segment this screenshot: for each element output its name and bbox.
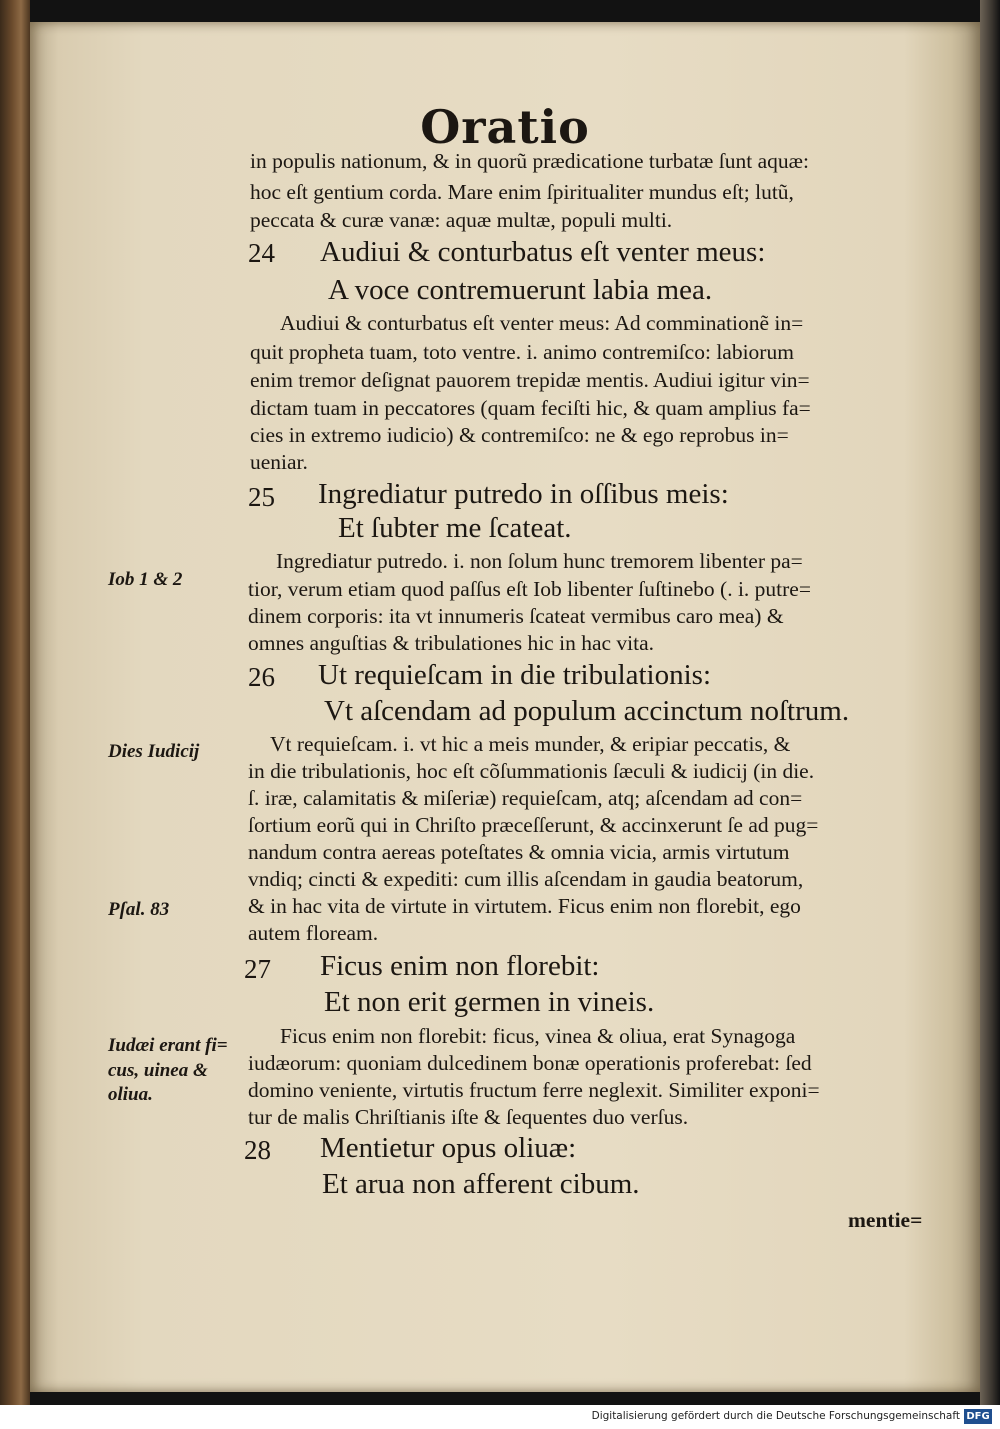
- margin-note: Iudæi erant fi=: [108, 1035, 228, 1056]
- margin-note: Iob 1 & 2: [108, 569, 183, 590]
- footer-credit: Digitalisierung gefördert durch die Deutsche Forschungsgemeinschaft: [591, 1410, 960, 1422]
- commentary-line: ſortium eorũ qui in Chriſto præceſſerunt, & accinxerunt ſe ad pug=: [248, 813, 819, 837]
- commentary-line: tior, verum etiam quod paſſus eſt Iob libenter ſuſtinebo (. i. putre=: [248, 577, 811, 601]
- commentary-line: in die tribulationis, hoc eſt cõſummationis ſæculi & iudicij (in die.: [248, 759, 815, 783]
- commentary-line: Audiui & conturbatus eſt venter meus: Ad comminationẽ in=: [280, 311, 804, 335]
- commentary-line: nandum contra aereas poteſtates & omnia vicia, armis virtutum: [248, 840, 790, 864]
- verse-line: Et ſubter me ſcateat.: [338, 512, 572, 544]
- dfg-logo: DFG: [964, 1409, 992, 1424]
- commentary-line: omnes anguſtias & tribulationes hic in hac vita.: [248, 631, 655, 655]
- verse-number: 28: [244, 1135, 271, 1165]
- commentary-line: quit propheta tuam, toto ventre. i. animo contremiſco: labiorum: [250, 340, 794, 364]
- margin-note: Dies Iudicij: [108, 741, 200, 762]
- page-title: Oratio: [420, 100, 590, 154]
- margin-note: Pſal. 83: [108, 899, 170, 920]
- commentary-line: in populis nationum, & in quorũ prædicatione turbatæ ſunt aquæ:: [250, 149, 809, 173]
- commentary-line: Ficus enim non florebit: ficus, vinea & oliua, erat Synagoga: [280, 1024, 796, 1048]
- commentary-line: vndiq; cincti & expediti: cum illis aſcendam in gaudia beatorum,: [248, 867, 804, 891]
- verse-line: Audiui & conturbatus eſt venter meus:: [320, 236, 766, 268]
- verse-line: Et non erit germen in vineis.: [324, 986, 655, 1018]
- verse-number: 26: [248, 662, 275, 692]
- verse-line: Mentietur opus oliuæ:: [320, 1132, 577, 1164]
- commentary-line: Vt requieſcam. i. vt hic a meis munder, & eripiar peccatis, &: [270, 732, 791, 756]
- verse-line: Vt aſcendam ad populum accinctum noſtrum.: [324, 695, 850, 727]
- commentary-line: peccata & curæ vanæ: aquæ multæ, populi multi.: [250, 208, 673, 232]
- commentary-line: tur de malis Chriſtianis iſte & ſequentes duo verſus.: [248, 1105, 689, 1129]
- verse-line: Et arua non afferent cibum.: [322, 1168, 640, 1200]
- commentary-line: dictam tuam in peccatores (quam feciſti hic, & quam amplius fa=: [250, 396, 811, 420]
- margin-note: oliua.: [108, 1084, 153, 1105]
- catchword: mentie=: [848, 1208, 923, 1232]
- verse-number: 27: [244, 954, 271, 984]
- commentary-line: cies in extremo iudicio) & contremiſco: ne & ego reprobus in=: [250, 423, 789, 447]
- margin-note: cus, uinea &: [108, 1060, 208, 1081]
- commentary-line: dinem corporis: ita vt innumeris ſcateat vermibus caro mea) &: [248, 604, 784, 628]
- commentary-line: enim tremor deſignat pauorem trepidæ mentis. Audiui igitur vin=: [250, 368, 810, 392]
- commentary-line: ſ. iræ, calamitatis & miſeriæ) requieſcam, atq; aſcendam ad con=: [248, 786, 803, 810]
- commentary-line: & in hac vita de virtute in virtutem. Ficus enim non florebit, ego: [248, 894, 801, 918]
- commentary-line: domino veniente, virtutis fructum ferre neglexit. Similiter exponi=: [248, 1078, 820, 1102]
- commentary-line: hoc eſt gentium corda. Mare enim ſpiritualiter mundus eſt; lutũ,: [250, 180, 794, 204]
- commentary-line: autem floream.: [248, 921, 379, 945]
- verse-line: Ficus enim non florebit:: [320, 950, 600, 982]
- verse-line: Ut requieſcam in die tribulationis:: [318, 659, 712, 691]
- verse-line: A voce contremuerunt labia mea.: [328, 274, 713, 306]
- commentary-line: ueniar.: [250, 450, 308, 474]
- verse-line: Ingrediatur putredo in oſſibus meis:: [318, 478, 729, 510]
- verse-number: 25: [248, 482, 275, 512]
- book-page: [30, 22, 980, 1392]
- footer-bar: [0, 1405, 1000, 1429]
- page-edge: [980, 0, 1000, 1405]
- verse-number: 24: [248, 238, 275, 268]
- commentary-line: Ingrediatur putredo. i. non ſolum hunc tremorem libenter pa=: [276, 549, 803, 573]
- book-spine: [0, 0, 30, 1405]
- commentary-line: iudæorum: quoniam dulcedinem bonæ operationis proferebat: ſed: [248, 1051, 812, 1075]
